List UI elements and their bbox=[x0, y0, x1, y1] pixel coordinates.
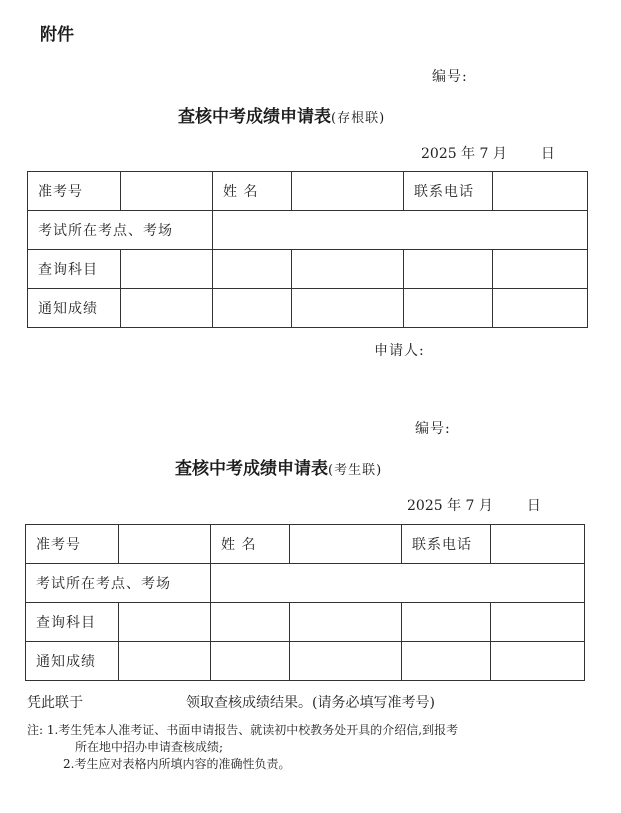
evidence-line bbox=[27, 692, 435, 712]
note-line-2: 所在地中招办申请查核成绩; bbox=[75, 740, 224, 754]
attachment-label: 附件 bbox=[40, 25, 74, 45]
student-row-score bbox=[26, 642, 585, 681]
student-title-text: 查核中考成绩申请表 bbox=[175, 459, 328, 479]
stub-title-text: 查核中考成绩申请表 bbox=[178, 107, 331, 127]
stub-venue-label: 考试所在考点、考场 bbox=[28, 211, 213, 250]
student-score-field-4[interactable] bbox=[402, 642, 491, 681]
student-date bbox=[407, 495, 541, 515]
stub-subject-field-3[interactable] bbox=[292, 250, 404, 289]
student-exam-no-field[interactable] bbox=[119, 525, 211, 564]
student-name-label: 姓 名 bbox=[211, 525, 290, 564]
stub-applicant-label: 申请人: bbox=[374, 343, 425, 359]
stub-subject-label: 查询科目 bbox=[28, 250, 121, 289]
stub-serial-label: 编号: bbox=[432, 69, 468, 85]
student-score-label: 通知成绩 bbox=[26, 642, 119, 681]
stub-date bbox=[421, 143, 555, 163]
stub-score-label: 通知成绩 bbox=[28, 289, 121, 328]
student-subject-field-1[interactable] bbox=[119, 603, 211, 642]
stub-form-table bbox=[27, 171, 588, 328]
stub-subject-field-2[interactable] bbox=[213, 250, 292, 289]
note-line-3: 2.考生应对表格内所填内容的准确性负责。 bbox=[63, 757, 291, 771]
stub-score-field-1[interactable] bbox=[121, 289, 213, 328]
student-subject-field-4[interactable] bbox=[402, 603, 491, 642]
student-phone-field[interactable] bbox=[491, 525, 585, 564]
student-name-field[interactable] bbox=[290, 525, 402, 564]
stub-exam-no-label: 准考号 bbox=[28, 172, 121, 211]
stub-score-field-3[interactable] bbox=[292, 289, 404, 328]
student-score-field-1[interactable] bbox=[119, 642, 211, 681]
stub-row-subject bbox=[28, 250, 588, 289]
student-serial-label: 编号: bbox=[415, 421, 451, 437]
student-row-identity bbox=[26, 525, 585, 564]
student-exam-no-label: 准考号 bbox=[26, 525, 119, 564]
student-form-table bbox=[25, 524, 585, 681]
student-subject-field-3[interactable] bbox=[290, 603, 402, 642]
stub-score-field-2[interactable] bbox=[213, 289, 292, 328]
notes bbox=[27, 722, 597, 773]
stub-phone-label: 联系电话 bbox=[404, 172, 493, 211]
stub-phone-field[interactable] bbox=[493, 172, 588, 211]
student-row-venue bbox=[26, 564, 585, 603]
student-subject-field-2[interactable] bbox=[211, 603, 290, 642]
stub-row-score bbox=[28, 289, 588, 328]
student-score-field-2[interactable] bbox=[211, 642, 290, 681]
stub-date-suffix: 日 bbox=[540, 146, 555, 162]
student-score-field-5[interactable] bbox=[491, 642, 585, 681]
stub-title bbox=[178, 102, 385, 127]
stub-subject-field-4[interactable] bbox=[404, 250, 493, 289]
student-subtitle: (考生联) bbox=[328, 463, 383, 478]
stub-score-field-4[interactable] bbox=[404, 289, 493, 328]
stub-exam-no-field[interactable] bbox=[121, 172, 213, 211]
student-title bbox=[175, 454, 382, 479]
evidence-prefix: 凭此联于 bbox=[27, 695, 83, 711]
note-line-1: 注: 1.考生凭本人准考证、书面申请报告、就读初中校教务处开具的介绍信,到报考 bbox=[27, 723, 459, 737]
stub-name-label: 姓 名 bbox=[213, 172, 292, 211]
student-date-prefix: 2025 年 7 月 bbox=[407, 498, 493, 514]
stub-name-field[interactable] bbox=[292, 172, 404, 211]
stub-subject-field-5[interactable] bbox=[493, 250, 588, 289]
stub-venue-field[interactable] bbox=[213, 211, 588, 250]
student-date-suffix: 日 bbox=[526, 498, 541, 514]
stub-row-identity bbox=[28, 172, 588, 211]
stub-row-venue bbox=[28, 211, 588, 250]
stub-subtitle: (存根联) bbox=[331, 111, 386, 126]
student-subject-field-5[interactable] bbox=[491, 603, 585, 642]
stub-subject-field-1[interactable] bbox=[121, 250, 213, 289]
student-subject-label: 查询科目 bbox=[26, 603, 119, 642]
student-venue-field[interactable] bbox=[211, 564, 585, 603]
student-phone-label: 联系电话 bbox=[402, 525, 491, 564]
evidence-suffix: 领取查核成绩结果。(请务必填写准考号) bbox=[186, 695, 435, 711]
stub-score-field-5[interactable] bbox=[493, 289, 588, 328]
stub-date-prefix: 2025 年 7 月 bbox=[421, 146, 507, 162]
student-score-field-3[interactable] bbox=[290, 642, 402, 681]
student-row-subject bbox=[26, 603, 585, 642]
student-venue-label: 考试所在考点、考场 bbox=[26, 564, 211, 603]
